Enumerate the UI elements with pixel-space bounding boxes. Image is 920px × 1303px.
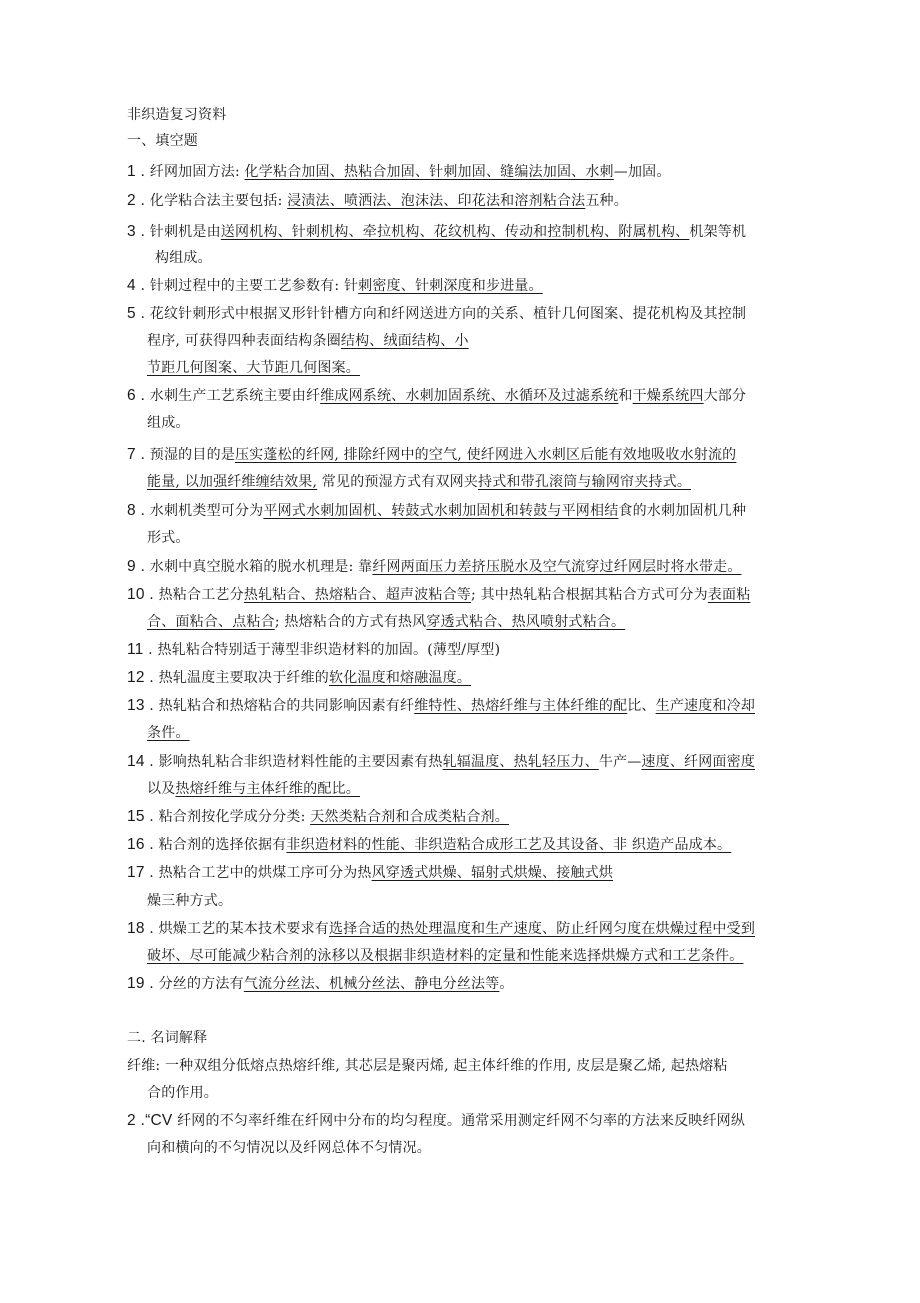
underlined-answer: 刺密度、针刺深度和步进量。 bbox=[358, 278, 543, 294]
underlined-answer: 软化温度和熔融温度。 bbox=[329, 670, 472, 686]
text-line bbox=[127, 640, 500, 660]
text-segment: . 针刺机是由 bbox=[135, 224, 221, 240]
text-segment: 二. 名词解释 bbox=[127, 1030, 208, 1046]
text-segment: 合的作用。 bbox=[147, 1085, 218, 1101]
item-number: 6 bbox=[127, 387, 136, 404]
text-line bbox=[127, 752, 755, 772]
text-line bbox=[127, 585, 750, 605]
underlined-answer: 气流分丝法、 bbox=[243, 976, 330, 992]
item-number: 8 bbox=[127, 502, 136, 519]
item-number: 11 bbox=[127, 641, 144, 658]
text-line bbox=[147, 946, 743, 966]
text-segment: ; 热熔粘合的方式有热风 bbox=[274, 614, 427, 630]
underlined-answer: 生产速度和冷却 bbox=[655, 698, 756, 714]
item-number: 13 bbox=[127, 697, 145, 714]
underlined-answer: 接触式烘 bbox=[556, 865, 614, 881]
underlined-answer: 速度、纤网面密度 bbox=[641, 754, 756, 770]
text-segment: 常见的预湿方式有双网夹 bbox=[317, 474, 479, 490]
text-segment: “CV bbox=[145, 1112, 173, 1129]
text-line bbox=[147, 528, 190, 548]
text-segment: 纤维: 一种双组分低熔点热熔纤维, 其芯层是聚丙烯, 起主体纤维的作用, 皮层是聚乙烯, 起热熔粘 bbox=[127, 1058, 728, 1074]
text-segment: 向和横向的不匀情况以及纤网总体不匀情况。 bbox=[147, 1140, 431, 1156]
text-segment: 形式。 bbox=[147, 530, 190, 546]
text-line bbox=[127, 276, 543, 296]
underlined-answer: 平网式水刺加固机、转鼓式水刺加固机和转鼓与平网相结 bbox=[263, 503, 619, 519]
text-segment: . 分丝的方法有 bbox=[144, 976, 244, 992]
text-segment: 燥三种方式。 bbox=[147, 893, 233, 909]
text-segment: . 热轧粘合特别适于薄型非织造材料的加固。(薄型/厚型) bbox=[143, 642, 501, 658]
item-number: 10 bbox=[127, 586, 145, 603]
item-number: 2 bbox=[127, 1112, 136, 1129]
text-segment: . 热粘合工艺分 bbox=[144, 587, 244, 603]
text-segment: 一、填空题 bbox=[127, 133, 198, 149]
underlined-answer: 节距几何图案、大节距几何图案。 bbox=[147, 360, 360, 376]
text-segment: . bbox=[135, 1113, 146, 1129]
underlined-answer: 轧辐温度、热轧轻压力、 bbox=[442, 754, 599, 770]
underlined-answer: 持式和带孔滚筒与输网帘夹持式。 bbox=[478, 474, 692, 490]
text-line bbox=[127, 501, 746, 521]
text-line bbox=[127, 386, 746, 406]
text-segment: . 热轧温度主要取决于纤维的 bbox=[144, 670, 330, 686]
underlined-answer: 条件。 bbox=[147, 725, 190, 741]
underlined-answer: 送网机构、针刺机构、牵拉机构、花纹机构、传动和控制机构、附属机构、 bbox=[220, 224, 690, 240]
underlined-answer: 维特性、热熔纤维与主体纤维的配 bbox=[414, 698, 628, 714]
text-segment: 和 bbox=[618, 388, 633, 404]
text-line bbox=[127, 304, 746, 324]
text-line bbox=[127, 974, 514, 994]
text-segment: . 纤网加固方法: bbox=[135, 164, 245, 180]
text-line bbox=[147, 612, 625, 632]
text-line bbox=[147, 723, 190, 743]
text-line bbox=[127, 222, 746, 242]
text-segment: . 针刺过程中的主要工艺参数有: 针 bbox=[135, 278, 359, 294]
text-segment: 组成。 bbox=[147, 415, 190, 431]
text-line bbox=[147, 331, 469, 351]
text-line bbox=[127, 807, 509, 827]
item-number: 18 bbox=[127, 920, 145, 937]
item-number: 2 bbox=[127, 192, 136, 209]
underlined-answer: 维成网系统、水刺加固系统、水循环及过滤系统 bbox=[320, 388, 619, 404]
underlined-answer: 非织造材料的性能、非织造粘合成形工艺及其设备、非 织造产品成本。 bbox=[286, 837, 732, 853]
text-segment: . 水刺机类型可分为 bbox=[135, 503, 264, 519]
text-segment: 纤网的不匀率纤维在纤网中分布的均匀程度。通常采用测定纤网不匀率的方法来反映纤网纵 bbox=[172, 1113, 746, 1129]
text-segment: ; 其中热轧粘合根据其粘合方式可分为 bbox=[471, 587, 708, 603]
underlined-answer: 浸渍法、喷洒法、泡沫法、印花法和溶剂粘合法 bbox=[287, 193, 586, 209]
item-number: 1 bbox=[127, 163, 136, 180]
underlined-answer: 合、面粘合、点粘合 bbox=[147, 614, 275, 630]
underlined-answer: 能量, 以加强纤维缠结效果, bbox=[147, 474, 318, 490]
text-segment: . 影响热轧粘合非织造材料性能的主要因素有热 bbox=[144, 754, 443, 770]
underlined-answer: 机械分丝法、静电分丝法等 bbox=[329, 976, 500, 992]
text-segment: . 水刺中真空脱水箱的脱水机理是: 靠 bbox=[135, 559, 373, 575]
text-segment: . 烘燥工艺的某本技术要求有 bbox=[144, 921, 330, 937]
item-number: 16 bbox=[127, 836, 145, 853]
text-segment: . 粘合剂的选择依据有 bbox=[144, 837, 287, 853]
item-number: 19 bbox=[127, 975, 145, 992]
text-line bbox=[127, 445, 736, 465]
text-line bbox=[147, 891, 232, 911]
text-line bbox=[127, 696, 755, 716]
text-line bbox=[127, 863, 613, 883]
underlined-answer: 干燥系统四 bbox=[632, 388, 704, 404]
text-segment: . 热轧粘合和热熔粘合的共同影响因素有纤 bbox=[144, 698, 415, 714]
item-number: 17 bbox=[127, 864, 145, 881]
item-number: 4 bbox=[127, 277, 136, 294]
text-line bbox=[155, 248, 212, 268]
text-segment: . 水刺生产工艺系统主要由纤 bbox=[135, 388, 321, 404]
underlined-answer: 穿透式粘合、热风喷射式粘合。 bbox=[426, 614, 626, 630]
underlined-answer: 可能减少粘合剂的泳移以及 bbox=[203, 948, 375, 964]
underlined-answer: 热熔纤维与主体纤维的配比。 bbox=[175, 781, 361, 797]
item-number: 14 bbox=[127, 753, 145, 770]
text-segment: . 预湿的目的是 bbox=[135, 447, 235, 463]
text-line bbox=[127, 1028, 207, 1048]
text-segment: 大部分 bbox=[703, 388, 747, 404]
text-line bbox=[147, 779, 360, 799]
underlined-answer: 破坏、尽 bbox=[147, 948, 204, 964]
underlined-answer: 纤网两面压力差挤压脱水及空气流穿过纤网层时将水带走。 bbox=[372, 559, 742, 575]
underlined-answer: 表面粘 bbox=[707, 587, 751, 603]
text-line bbox=[127, 191, 628, 211]
underlined-answer: 结构、绒面结构、小 bbox=[340, 333, 469, 349]
text-line bbox=[127, 835, 731, 855]
text-segment: . 化学粘合法主要包括: bbox=[135, 193, 288, 209]
text-line bbox=[147, 472, 691, 492]
text-line bbox=[127, 162, 671, 182]
text-line bbox=[127, 1056, 728, 1076]
text-segment: 以及 bbox=[147, 781, 176, 797]
item-number: 9 bbox=[127, 558, 136, 575]
text-segment: 程序, 可获得四种表面结构条圈 bbox=[147, 333, 341, 349]
text-line bbox=[127, 919, 755, 939]
text-segment: . 热粘合工艺中的烘煤工序可分为热 bbox=[144, 865, 372, 881]
text-segment: 五种。 bbox=[585, 193, 628, 209]
text-segment: . 粘合剂按化学成分分类: bbox=[144, 809, 311, 825]
text-segment: . 花纹针刺形式中根据叉形针针槽方向和纤网送进方向的关系、植针几何图案、提花机构及其控制 bbox=[135, 306, 747, 322]
text-line bbox=[127, 1111, 745, 1131]
underlined-answer: 热轧粘合、热熔粘合、超声波粘合等 bbox=[243, 587, 472, 603]
underlined-answer: 天然类粘合剂和合成类粘合剂。 bbox=[310, 809, 509, 825]
text-segment: 比、 bbox=[627, 698, 656, 714]
text-line bbox=[127, 131, 198, 151]
item-number: 5 bbox=[127, 305, 136, 322]
text-segment: 食的水刺加固机几种 bbox=[618, 503, 747, 519]
text-line bbox=[127, 105, 226, 125]
text-segment: 构组成。 bbox=[155, 250, 212, 266]
text-line bbox=[147, 358, 360, 378]
text-segment: 机架等机 bbox=[689, 224, 747, 240]
text-line bbox=[147, 1138, 431, 1158]
text-line bbox=[127, 668, 471, 688]
text-line bbox=[127, 557, 742, 577]
item-number: 15 bbox=[127, 808, 145, 825]
underlined-answer: 选择合适的热处理温度和生产速度、防止纤网匀度在烘燥过程中受到 bbox=[329, 921, 756, 937]
item-number: 12 bbox=[127, 669, 145, 686]
text-line bbox=[147, 1083, 218, 1103]
item-number: 3 bbox=[127, 223, 136, 240]
item-number: 7 bbox=[127, 446, 136, 463]
text-segment: 非织造复习资料 bbox=[127, 107, 227, 123]
underlined-answer: 化学粘合加固、热粘合加固、针刺加固、缝编法加固、水刺 bbox=[244, 164, 614, 180]
underlined-answer: 风穿透式烘燥、辐射式烘燥、 bbox=[371, 865, 557, 881]
underlined-answer: 压实蓬松的纤网, 排除纤网中的空气, 使纤网进入水刺区后能有效地吸收水射流的 bbox=[234, 447, 737, 463]
text-line bbox=[147, 413, 190, 433]
text-segment: 。 bbox=[499, 976, 514, 992]
text-segment: 牛产— bbox=[598, 754, 642, 770]
text-segment: —加固。 bbox=[613, 164, 671, 180]
underlined-answer: 根据非织造材料的定量和性能来选择烘燥方式和工艺条件。 bbox=[374, 948, 744, 964]
